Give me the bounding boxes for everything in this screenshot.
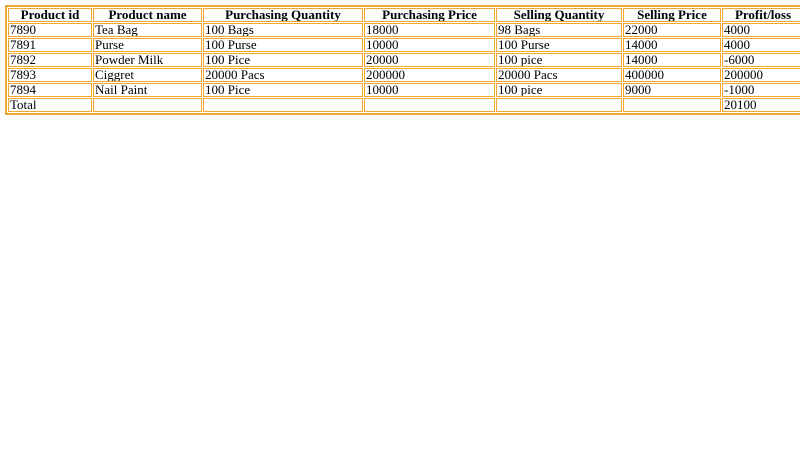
header-product-id: Product id — [8, 8, 92, 22]
cell-purchasing-price: 10000 — [364, 83, 495, 97]
cell-profit-loss: 4000 — [722, 38, 800, 52]
cell-profit-loss: 4000 — [722, 23, 800, 37]
cell-product-name: Purse — [93, 38, 202, 52]
total-cell-purchasing-quantity — [203, 98, 363, 112]
total-cell-purchasing-price — [364, 98, 495, 112]
total-cell-product-name — [93, 98, 202, 112]
cell-selling-quantity: 100 pice — [496, 83, 622, 97]
cell-profit-loss: -1000 — [722, 83, 800, 97]
table-row — [8, 38, 800, 52]
header-purchasing-price: Purchasing Price — [364, 8, 495, 22]
table-row — [8, 68, 800, 82]
cell-product-id: 7892 — [8, 53, 92, 67]
cell-product-id: 7891 — [8, 38, 92, 52]
cell-selling-price: 14000 — [623, 53, 721, 67]
cell-product-id: 7890 — [8, 23, 92, 37]
header-purchasing-quantity: Purchasing Quantity — [203, 8, 363, 22]
total-cell-selling-price — [623, 98, 721, 112]
header-selling-quantity: Selling Quantity — [496, 8, 622, 22]
cell-purchasing-quantity: 100 Purse — [203, 38, 363, 52]
cell-product-name: Nail Paint — [93, 83, 202, 97]
total-row — [8, 98, 800, 112]
cell-profit-loss: -6000 — [722, 53, 800, 67]
cell-selling-quantity: 100 Purse — [496, 38, 622, 52]
cell-selling-price: 9000 — [623, 83, 721, 97]
cell-purchasing-price: 20000 — [364, 53, 495, 67]
cell-selling-quantity: 98 Bags — [496, 23, 622, 37]
cell-purchasing-price: 200000 — [364, 68, 495, 82]
product-profit-table — [5, 5, 800, 115]
cell-purchasing-quantity: 100 Pice — [203, 83, 363, 97]
table-row — [8, 23, 800, 37]
cell-product-name: Tea Bag — [93, 23, 202, 37]
header-selling-price: Selling Price — [623, 8, 721, 22]
cell-product-id: 7894 — [8, 83, 92, 97]
total-label: Total — [8, 98, 92, 112]
cell-selling-price: 22000 — [623, 23, 721, 37]
cell-product-id: 7893 — [8, 68, 92, 82]
total-profit-loss: 20100 — [722, 98, 800, 112]
cell-purchasing-price: 10000 — [364, 38, 495, 52]
cell-purchasing-quantity: 100 Bags — [203, 23, 363, 37]
table-row — [8, 53, 800, 67]
table-row — [8, 83, 800, 97]
cell-selling-price: 14000 — [623, 38, 721, 52]
cell-purchasing-price: 18000 — [364, 23, 495, 37]
header-product-name: Product name — [93, 8, 202, 22]
cell-product-name: Powder Milk — [93, 53, 202, 67]
total-cell-selling-quantity — [496, 98, 622, 112]
header-row — [8, 8, 800, 22]
header-profit-loss: Profit/loss — [722, 8, 800, 22]
cell-product-name: Ciggret — [93, 68, 202, 82]
cell-selling-quantity: 20000 Pacs — [496, 68, 622, 82]
cell-purchasing-quantity: 100 Pice — [203, 53, 363, 67]
cell-profit-loss: 200000 — [722, 68, 800, 82]
cell-selling-price: 400000 — [623, 68, 721, 82]
cell-selling-quantity: 100 pice — [496, 53, 622, 67]
cell-purchasing-quantity: 20000 Pacs — [203, 68, 363, 82]
